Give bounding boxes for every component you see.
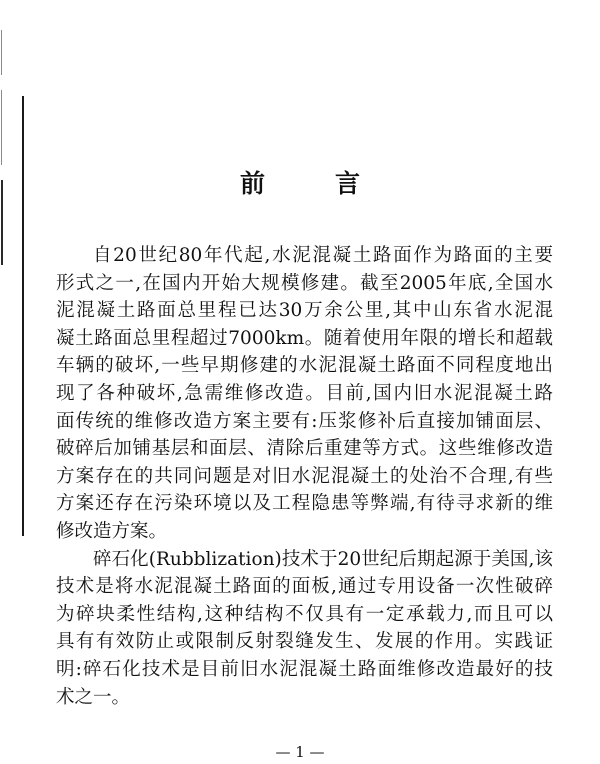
title-char: 前 — [240, 169, 266, 198]
text-line: 方案还存在污染环境以及工程隐患等弊端,有待寻求新的维 — [56, 493, 553, 515]
text-line: 凝土路面总里程超过7000km。随着使用年限的增长和超载 — [56, 327, 553, 349]
text-line: 术之一。 — [56, 686, 131, 708]
paragraph-2 — [56, 546, 553, 712]
page-title — [0, 164, 600, 200]
preface-body — [56, 242, 553, 711]
paragraph-1 — [56, 242, 553, 546]
page-number: — 1 — — [275, 743, 325, 761]
text-line: 现了各种破坏,急需维修改造。目前,国内旧水泥混凝土路 — [56, 382, 553, 404]
text-line: 为碎块柔性结构,这种结构不仅具有一定承载力,而且可以 — [56, 603, 553, 625]
text-line: 明:碎石化技术是目前旧水泥混凝土路面维修改造最好的技 — [56, 658, 553, 680]
text-line: 破碎后加铺基层和面层、清除后重建等方式。这些维修改造 — [56, 438, 553, 460]
text-line: 车辆的破坏,一些早期修建的水泥混凝土路面不同程度地出 — [56, 355, 553, 377]
text-line: 自20世纪80年代起,水泥混凝土路面作为路面的主要 — [93, 245, 553, 266]
text-line: 泥混凝土路面总里程已达30万余公里,其中山东省水泥混 — [56, 300, 553, 322]
text-line: 方案存在的共同问题是对旧水泥混凝土的处治不合理,有些 — [56, 465, 553, 487]
scan-edge-line — [1, 90, 2, 165]
text-line: 修改造方案。 — [56, 520, 168, 542]
text-line: 技术是将水泥混凝土路面的面板,通过专用设备一次性破碎 — [56, 576, 553, 598]
text-line: 形式之一,在国内开始大规模修建。截至2005年底,全国水 — [56, 272, 553, 294]
page-binding-edge — [22, 96, 24, 536]
title-char: 言 — [335, 169, 361, 198]
text-line: 面传统的维修改造方案主要有:压浆修补后直接加铺面层、 — [56, 410, 553, 432]
text-line: 具有有效防止或限制反射裂缝发生、发展的作用。实践证 — [56, 631, 553, 653]
scan-edge-line — [1, 30, 2, 75]
text-line: 碎石化(Rubblization)技术于20世纪后期起源于美国,该 — [93, 548, 553, 570]
